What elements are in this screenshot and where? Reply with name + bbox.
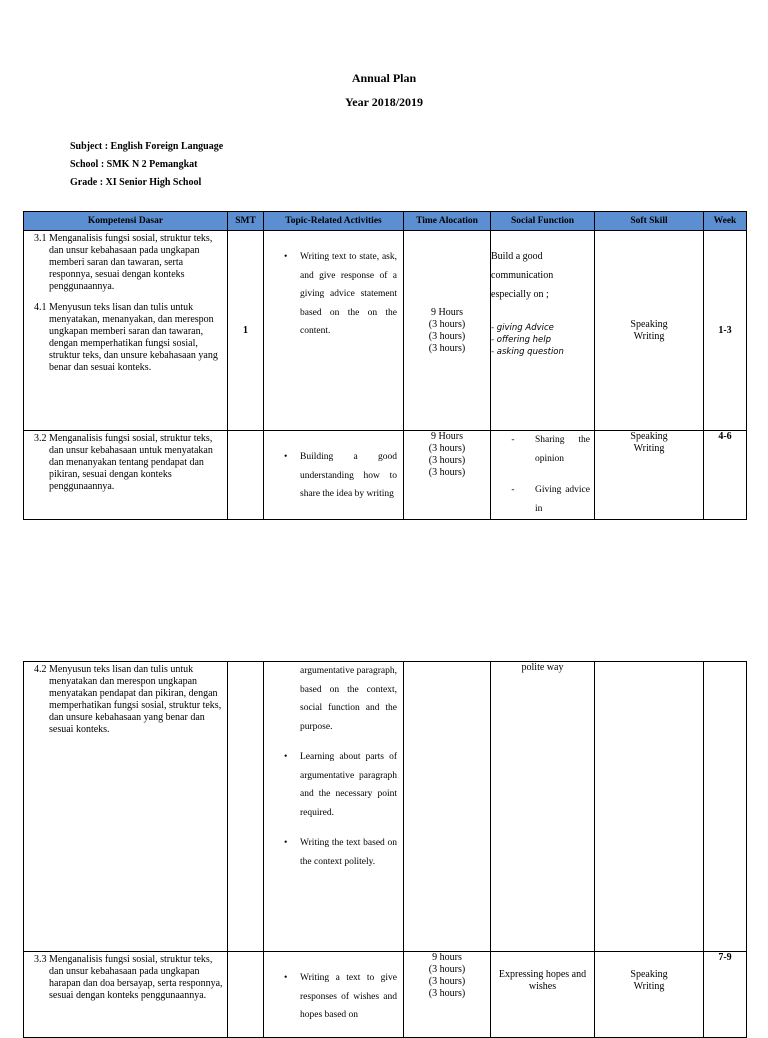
week-cell: 4-6 [704,431,747,520]
kd-cell [24,952,228,1038]
activity-item: • Building a good understanding how to share the idea by writing [264,448,397,504]
time-part: (3 hours) [428,988,466,999]
time-part: (3 hours) [428,318,466,330]
time-total: 9 Hours [431,306,463,318]
time-part: (3 hours) [428,330,466,342]
time-cell [404,231,491,431]
table-row [24,662,747,952]
soft-skill: Speaking [630,431,668,442]
social-function-cell [491,231,595,431]
activity-item: • Learning about parts of argumentative paragraph and the necessary point required. [264,748,397,822]
soft-skill: Writing [633,981,665,992]
time-cell [404,952,491,1038]
social-function-cell: polite way [491,662,595,952]
kd-cell [24,231,228,431]
annual-plan-table-continued [23,661,747,1038]
soft-skill: Speaking [630,969,668,980]
soft-skill-cell [595,431,704,520]
time-part: (3 hours) [428,443,466,454]
activity-continuation: argumentative paragraph, based on the context, social function and the purpose. [300,666,397,732]
social-item: - asking question [491,347,564,357]
activity-item: • Writing the text based on the context politely. [264,834,397,871]
header-time: Time Alocation [404,212,491,231]
activity-cell [264,662,404,952]
smt-cell [228,662,264,952]
kd-cell [24,662,228,952]
grade-line: Grade : XI Senior High School [70,177,202,188]
time-part: (3 hours) [428,342,466,354]
soft-skill: Writing [633,330,665,342]
social-item: - giving Advice [491,323,554,333]
table-row [24,231,747,431]
soft-skill: Speaking [630,318,668,330]
school-line: School : SMK N 2 Pemangkat [70,159,198,170]
time-cell [404,431,491,520]
kd-text: 3.3 Menganalisis fungsi sosial, struktur teks, dan unsur kebahasaan pada ungkapan harapan dan doa bersayap, serta responnya, sesuai dengan konteks penggunaannya. [34,954,223,1001]
kd-text: 3.2 Menganalisis fungsi sosial, struktur teks, dan unsur kebahasaan untuk menyatakan dan menanyakan tentang pendapat dan pikiran, sesuai dengan konteks penggunaannya. [34,433,213,492]
smt-cell [228,431,264,520]
time-total: 9 Hours [431,431,463,442]
table-row [24,431,747,520]
header-soft-skill: Soft Skill [595,212,704,231]
social-item: - Giving advice in [511,485,590,514]
social-item: - Sharing the opinion [511,435,590,464]
smt-cell: 1 [228,231,264,431]
table-header-row [24,212,747,231]
time-part: (3 hours) [428,976,466,987]
activity-item: • Writing text to state, ask, and give response of a giving advice statement based on the on the content. [264,248,397,341]
soft-skill-cell [595,662,704,952]
activity-item: • Writing a text to give responses of wishes and hopes based on [264,969,397,1025]
activity-cell [264,431,404,520]
kd-cell [24,431,228,520]
document-year: Year 2018/2019 [344,95,424,109]
week-cell: 1-3 [704,231,747,431]
social-function-cell: Expressing hopes and wishes [491,952,595,1038]
week-cell [704,662,747,952]
soft-skill: Writing [633,443,665,454]
time-total: 9 hours [432,952,462,963]
social-function-cell [491,431,595,520]
soft-skill-cell [595,952,704,1038]
header-activities: Topic-Related Activities [264,212,404,231]
subject-line: Subject : English Foreign Language [70,141,224,152]
header-social-function: Social Function [491,212,595,231]
activity-cell [264,952,404,1038]
header-kompetensi-dasar: Kompetensi Dasar [24,212,228,231]
kd-text: 4.2 Menyusun teks lisan dan tulis untuk menyatakan dan merespon ungkapan menyatakan pendapat dan pikiran, dengan memperhatikan fungsi sosial, struktur teks, dan unsure kebahasaan yang benar dan sesuai konteks. [34,664,222,735]
social-intro: Build a good communication especially on ; [491,251,554,300]
table-row [24,952,747,1038]
header-smt: SMT [228,212,264,231]
document-title: Annual Plan [351,71,417,85]
activity-cell [264,231,404,431]
header-week: Week [704,212,747,231]
smt-cell [228,952,264,1038]
soft-skill-cell [595,231,704,431]
kd-text: 3.1 Menganalisis fungsi sosial, struktur teks, dan unsur kebahasaan pada ungkapan memberi saran dan tawaran, serta responnya, sesuai dengan konteks penggunaannya. [34,233,213,292]
kd-text: 4.1 Menyusun teks lisan dan tulis untuk menyatakan, menanyakan, dan merespon ungkapan memberi saran dan tawaran, dengan memperhatikan fungsi sosial, struktur teks, dan unsure kebahasaan yang benar dan sesuai konteks. [34,302,218,373]
week-cell: 7-9 [704,952,747,1038]
time-cell [404,662,491,952]
annual-plan-table [23,211,747,520]
time-part: (3 hours) [428,455,466,466]
social-item: - offering help [491,335,552,345]
time-part: (3 hours) [428,964,466,975]
time-part: (3 hours) [428,467,466,478]
